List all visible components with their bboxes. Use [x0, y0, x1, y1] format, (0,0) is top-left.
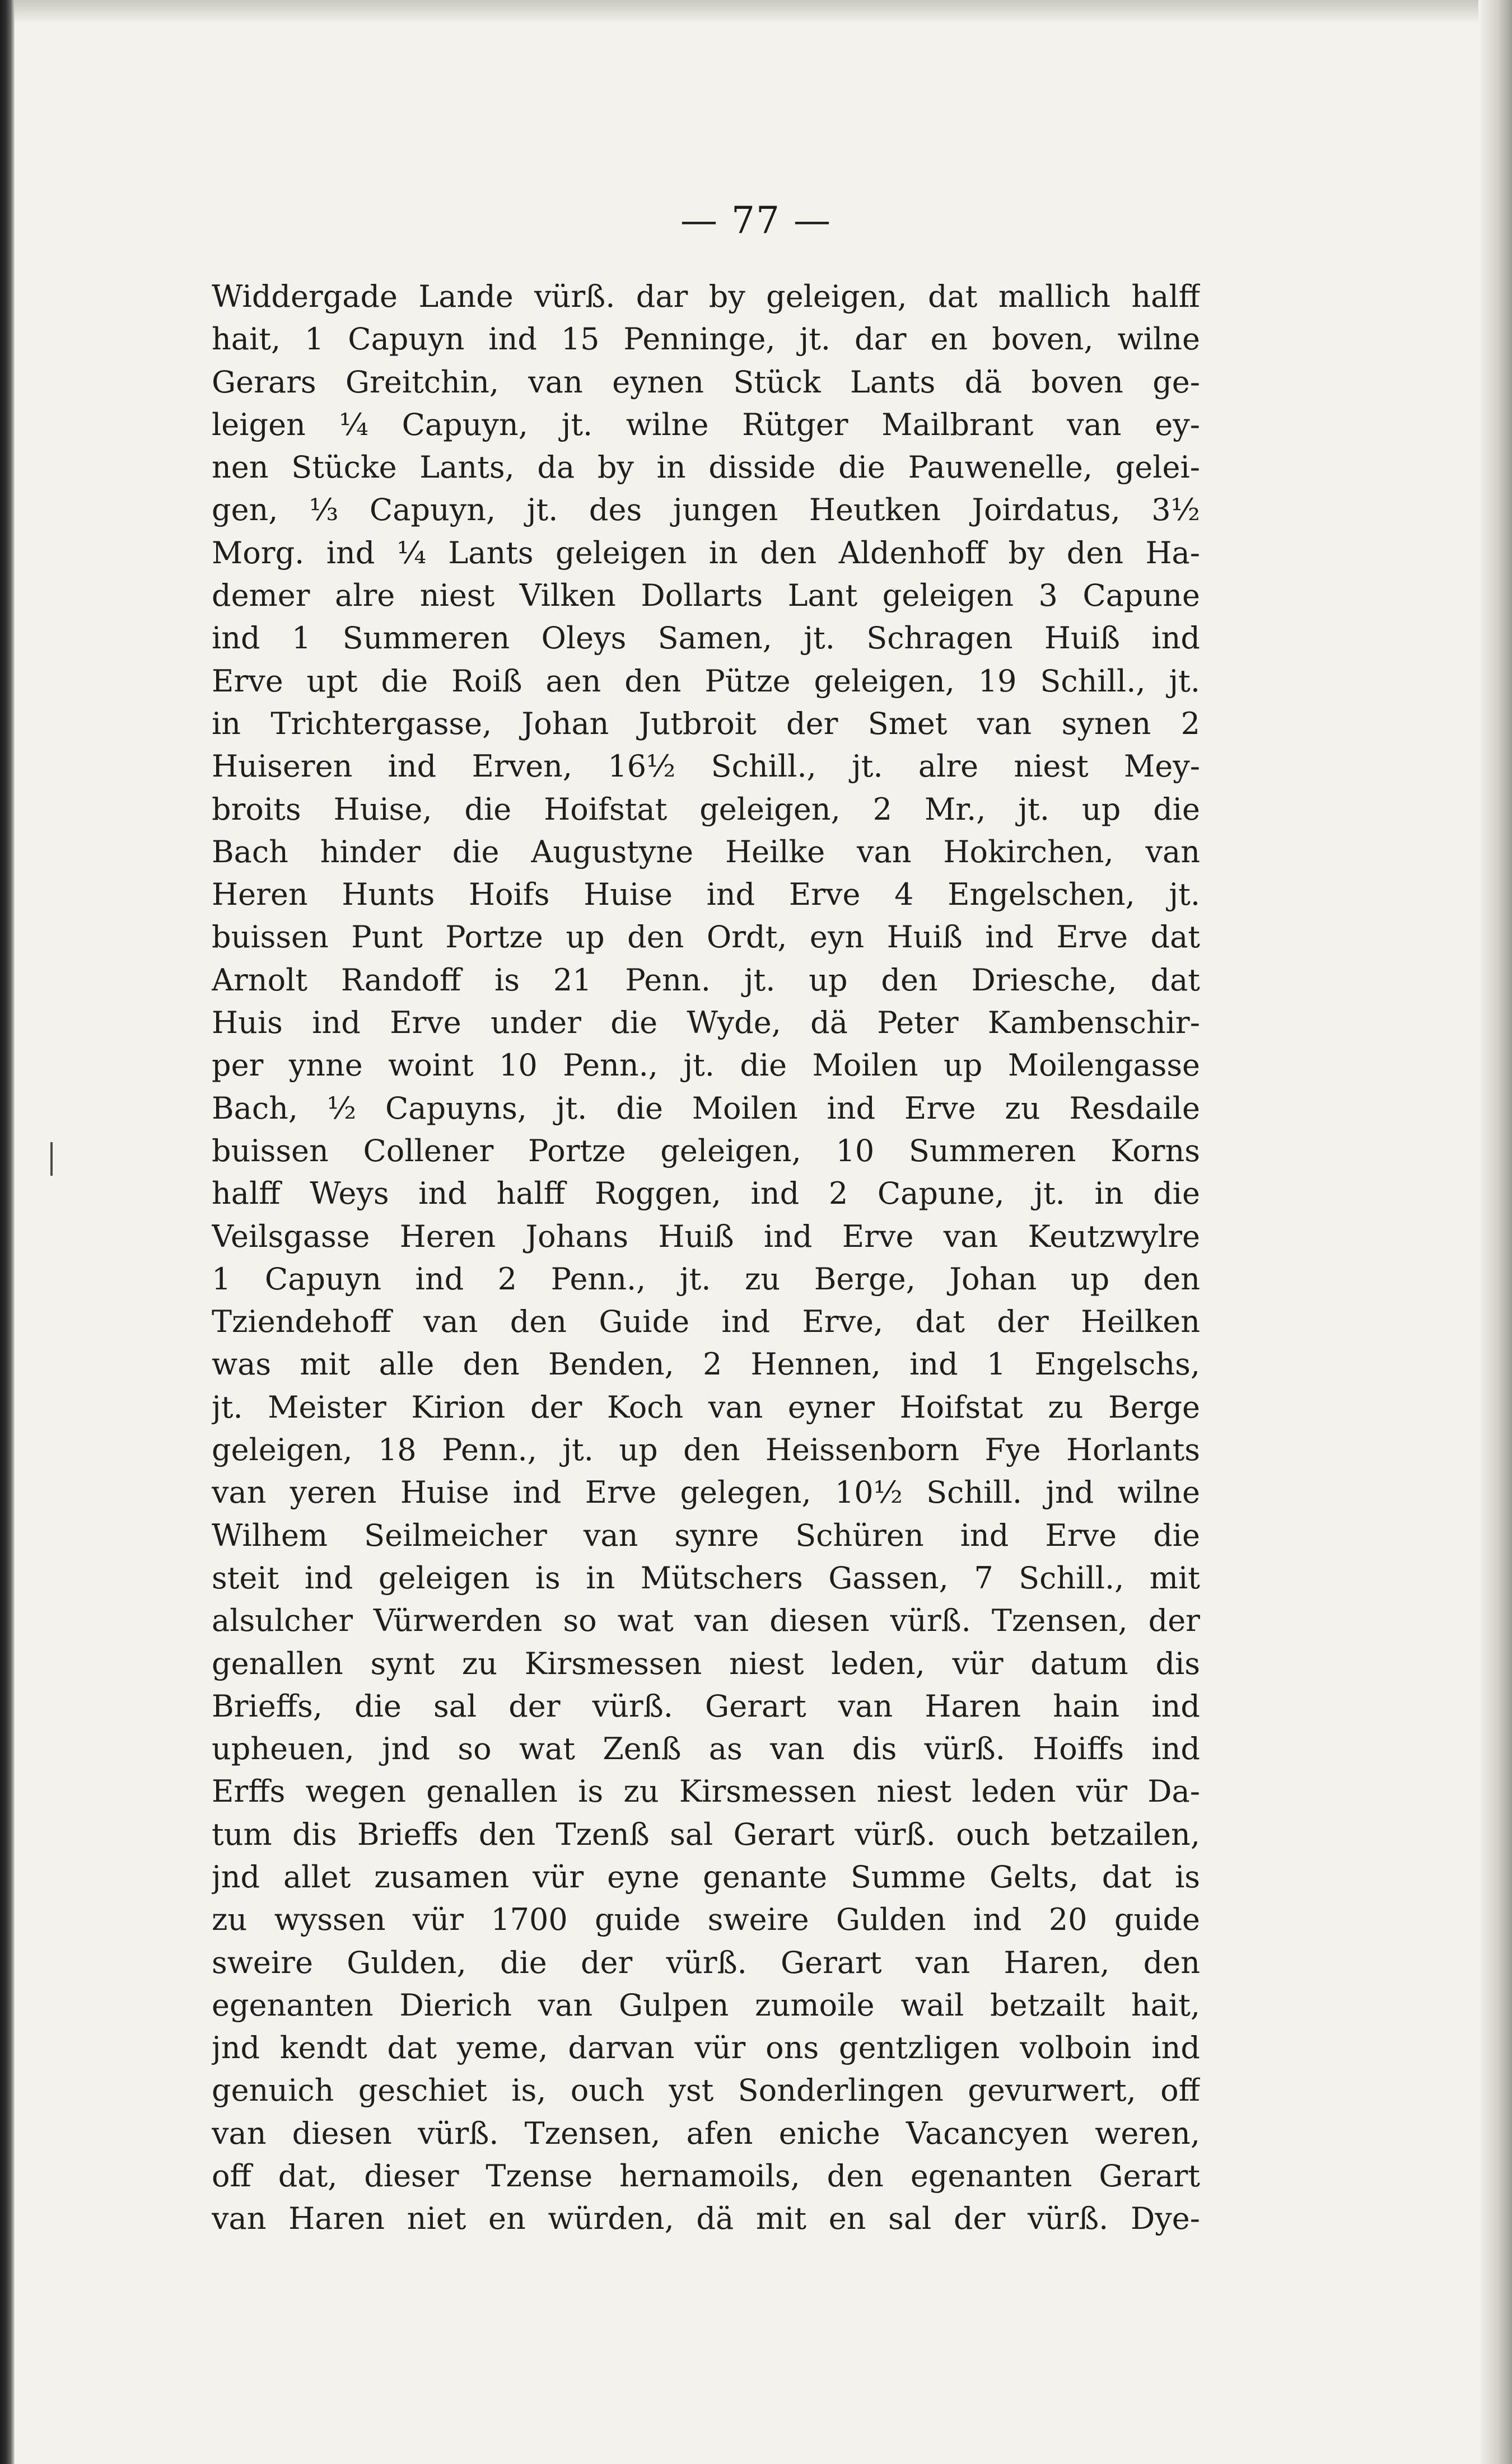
text-line: broits Huise, die Hoifstat geleigen, 2 Mr., jt. up die: [212, 791, 1200, 827]
text-line: Tziendehoff van den Guide ind Erve, dat der Heilken: [212, 1304, 1200, 1340]
text-line: 1 Capuyn ind 2 Penn., jt. zu Berge, Johan up den: [212, 1261, 1200, 1297]
text-line: halff Weys ind halff Roggen, ind 2 Capune, jt. in die: [212, 1176, 1200, 1212]
text-line: jnd kendt dat yeme, darvan vür ons gentzligen volboin ind: [212, 2030, 1200, 2066]
text-line: per ynne woint 10 Penn., jt. die Moilen up Moilengasse: [212, 1048, 1200, 1083]
text-line: Erffs wegen genallen is zu Kirsmessen niest leden vür Da-: [212, 1774, 1200, 1810]
text-line: upheuen, jnd so wat Zenß as van dis vürß. Hoiffs ind: [212, 1731, 1200, 1767]
text-line: egenanten Dierich van Gulpen zumoile wail betzailt hait,: [212, 1987, 1200, 2023]
text-line: geleigen, 18 Penn., jt. up den Heissenborn Fye Horlants: [212, 1432, 1200, 1468]
text-line: buissen Punt Portze up den Ordt, eyn Huiß ind Erve dat: [212, 919, 1200, 955]
text-line: Gerars Greitchin, van eynen Stück Lants dä boven ge-: [212, 364, 1200, 400]
text-line: Erve upt die Roiß aen den Pütze geleigen, 19 Schill., jt.: [212, 663, 1200, 699]
text-line: van Haren niet en würden, dä mit en sal der vürß. Dye-: [212, 2201, 1200, 2237]
text-line: jt. Meister Kirion der Koch van eyner Hoifstat zu Berge: [212, 1389, 1200, 1425]
text-line: genallen synt zu Kirsmessen niest leden, vür datum dis: [212, 1645, 1200, 1681]
text-line: Arnolt Randoff is 21 Penn. jt. up den Driesche, dat: [212, 962, 1200, 998]
text-line: in Trichtergasse, Johan Jutbroit der Smet van synen 2: [212, 705, 1200, 741]
text-line: Heren Hunts Hoifs Huise ind Erve 4 Engelschen, jt.: [212, 877, 1200, 913]
text-line: steit ind geleigen is in Mütschers Gassen, 7 Schill., mit: [212, 1560, 1200, 1596]
text-line: Widdergade Lande vürß. dar by geleigen, dat mallich halff: [212, 279, 1200, 314]
text-line: tum dis Brieffs den Tzenß sal Gerart vürß. ouch betzailen,: [212, 1816, 1200, 1852]
page-top-edge-shadow: [0, 0, 1512, 24]
text-line: jnd allet zusamen vür eyne genante Summe Gelts, dat is: [212, 1859, 1200, 1895]
binding-shadow: [0, 0, 15, 2464]
text-line: van diesen vürß. Tzensen, afen eniche Vacancyen weren,: [212, 2115, 1200, 2151]
text-line: Wilhem Seilmeicher van synre Schüren ind Erve die: [212, 1517, 1200, 1553]
text-line: van yeren Huise ind Erve gelegen, 10½ Schill. jnd wilne: [212, 1475, 1200, 1511]
page-number: — 77 —: [680, 199, 832, 242]
text-line: gen, ⅓ Capuyn, jt. des jungen Heutken Joirdatus, 3½: [212, 492, 1200, 528]
margin-mark: [50, 1142, 53, 1176]
text-line: genuich geschiet is, ouch yst Sonderlingen gevurwert, off: [212, 2073, 1200, 2108]
text-line: nen Stücke Lants, da by in disside die Pauwenelle, gelei-: [212, 450, 1200, 485]
text-line: Bach hinder die Augustyne Heilke van Hokirchen, van: [212, 834, 1200, 869]
text-line: ind 1 Summeren Oleys Samen, jt. Schragen Huiß ind: [212, 620, 1200, 656]
text-line: Brieffs, die sal der vürß. Gerart van Haren hain ind: [212, 1688, 1200, 1724]
text-line: Morg. ind ¼ Lants geleigen in den Aldenhoff by den Ha-: [212, 535, 1200, 571]
text-line: hait, 1 Capuyn ind 15 Penninge, jt. dar en boven, wilne: [212, 321, 1200, 357]
text-line: off dat, dieser Tzense hernamoils, den egenanten Gerart: [212, 2158, 1200, 2194]
text-line: Huis ind Erve under die Wyde, dä Peter Kambenschir-: [212, 1005, 1200, 1041]
text-line: Bach, ½ Capuyns, jt. die Moilen ind Erve zu Resdaile: [212, 1090, 1200, 1126]
text-line: zu wyssen vür 1700 guide sweire Gulden ind 20 guide: [212, 1902, 1200, 1938]
text-line: Veilsgasse Heren Johans Huiß ind Erve van Keutzwylre: [212, 1218, 1200, 1254]
text-line: sweire Gulden, die der vürß. Gerart van Haren, den: [212, 1944, 1200, 1980]
page-right-edge-shadow: [1478, 0, 1512, 2464]
body-text: [212, 275, 1200, 2241]
text-line: buissen Collener Portze geleigen, 10 Summeren Korns: [212, 1133, 1200, 1168]
text-line: Huiseren ind Erven, 16½ Schill., jt. alre niest Mey-: [212, 749, 1200, 784]
text-line: was mit alle den Benden, 2 Hennen, ind 1 Engelschs,: [212, 1346, 1200, 1382]
text-line: leigen ¼ Capuyn, jt. wilne Rütger Mailbrant van ey-: [212, 406, 1200, 442]
text-line: alsulcher Vürwerden so wat van diesen vürß. Tzensen, der: [212, 1603, 1200, 1639]
text-line: demer alre niest Vilken Dollarts Lant geleigen 3 Capune: [212, 578, 1200, 614]
